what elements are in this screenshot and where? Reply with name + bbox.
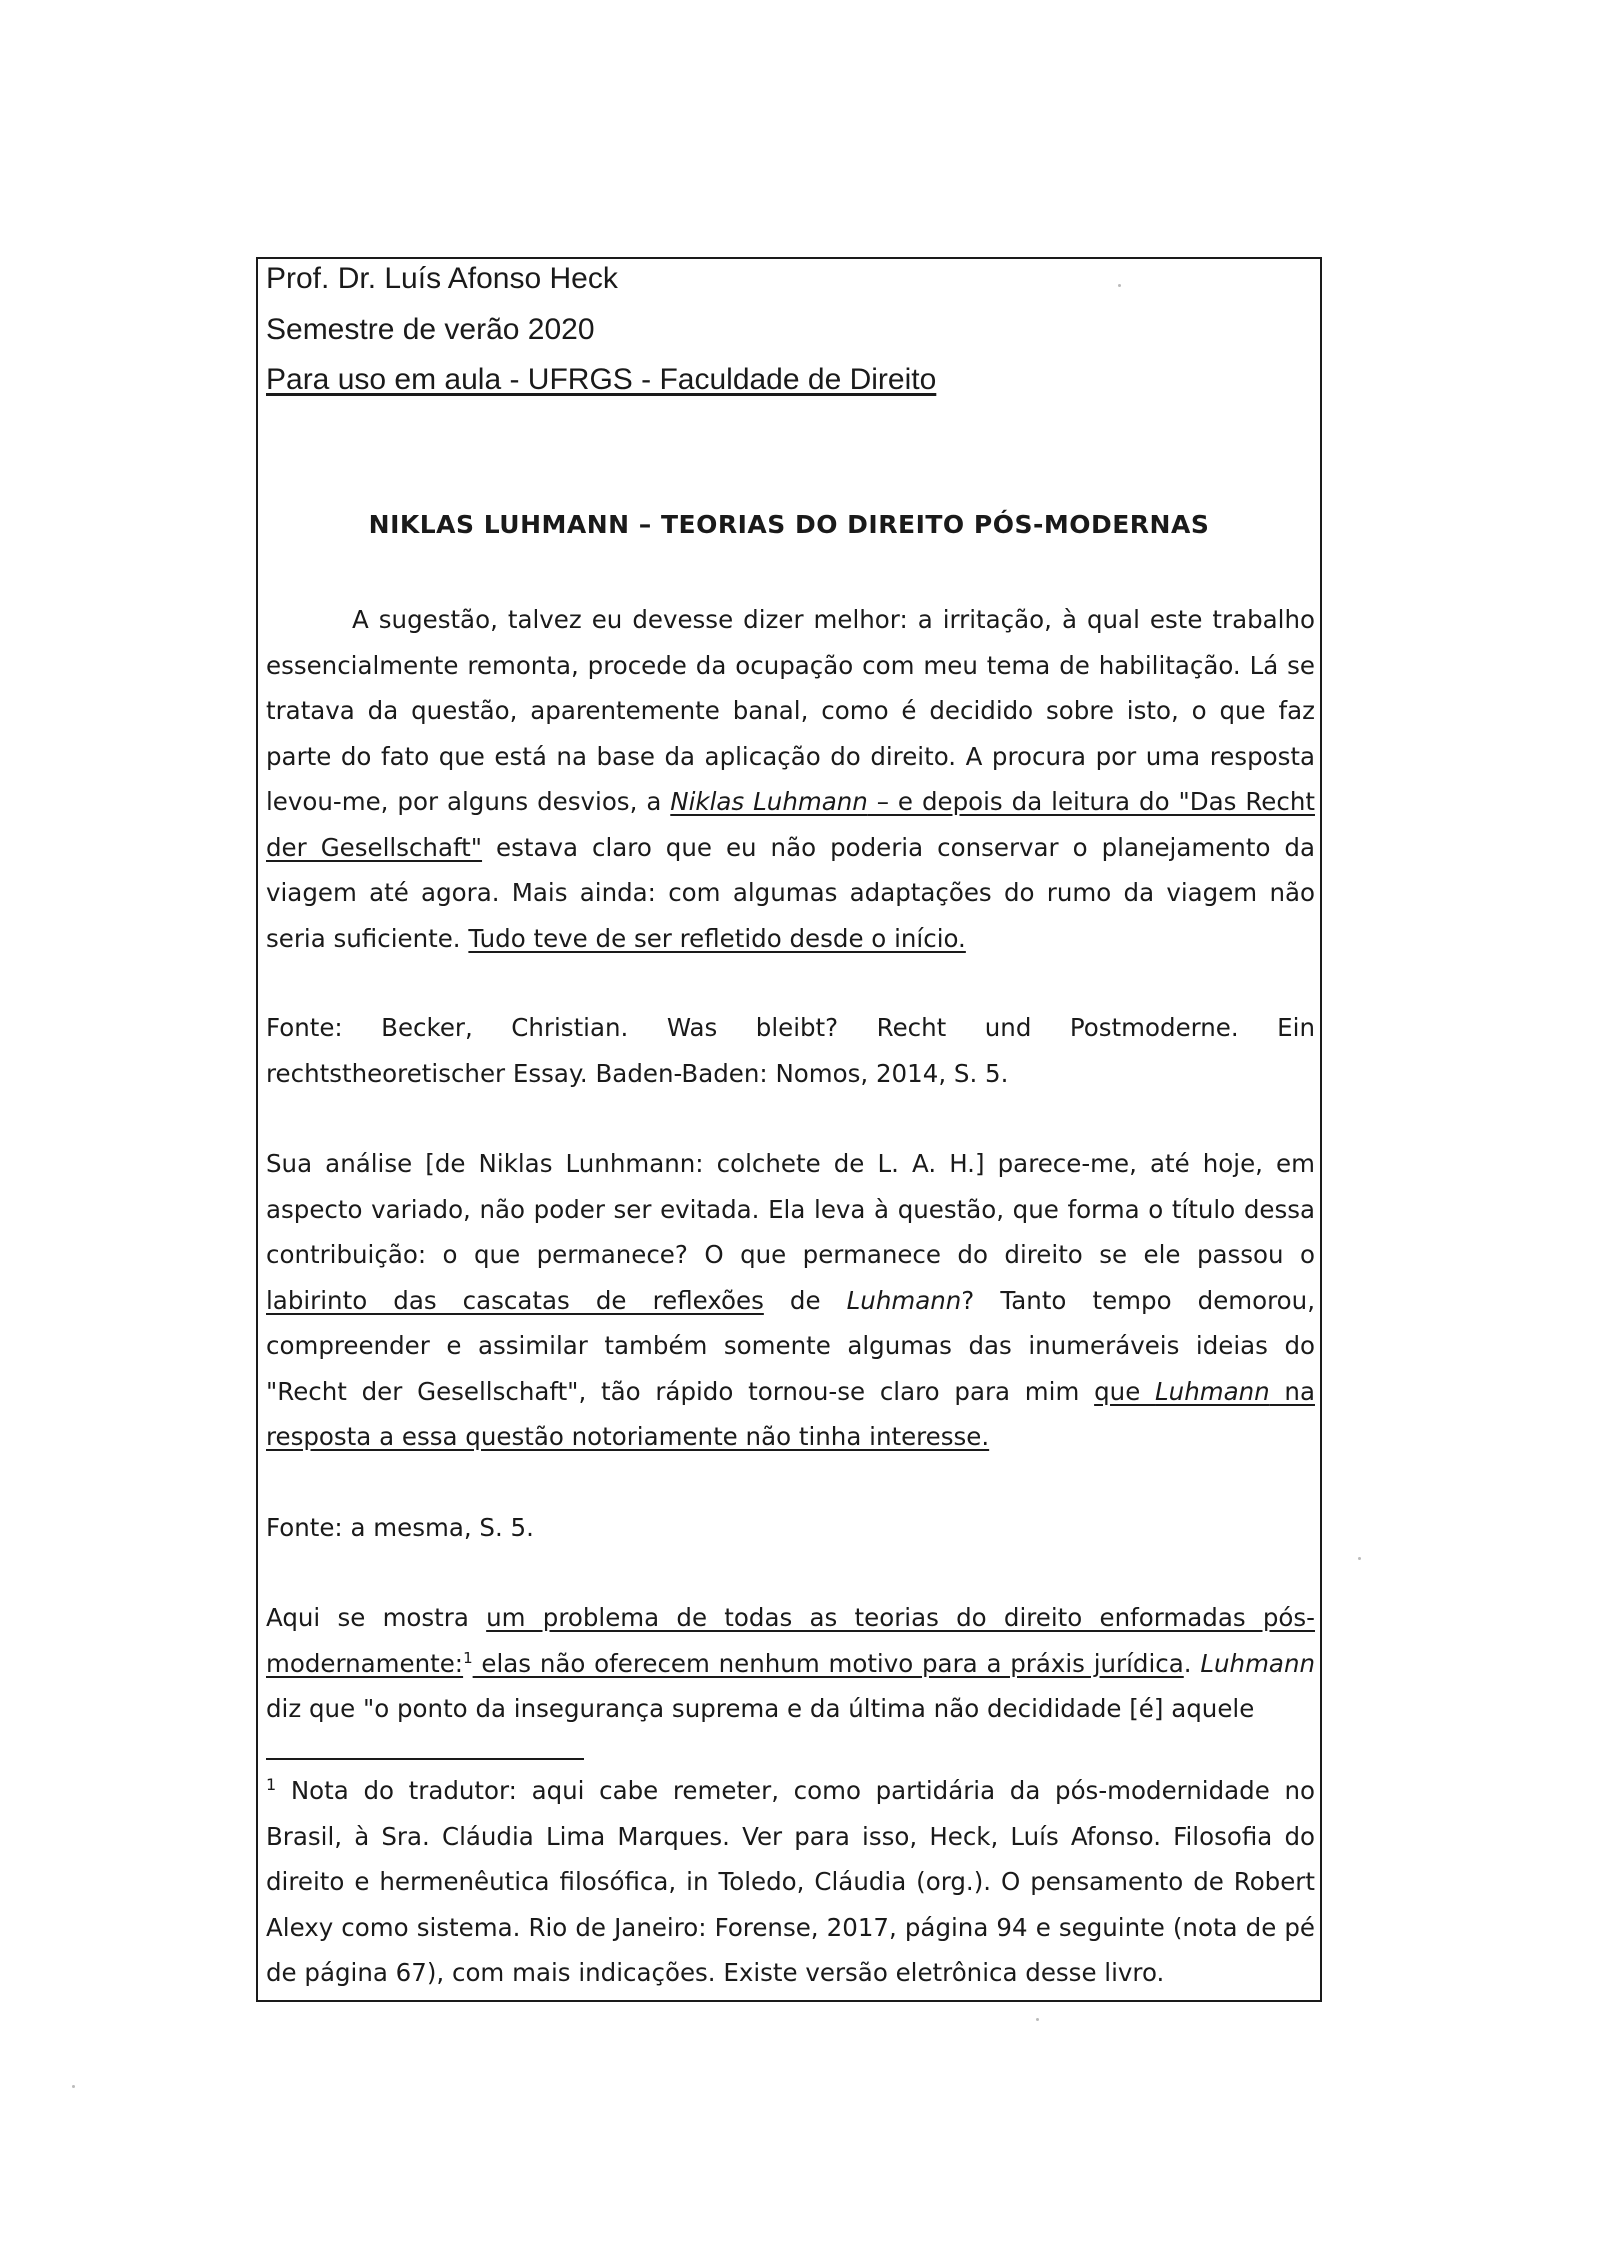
paragraph-1 [266, 597, 1315, 961]
p2-emphasis-labyrinth: labirinto das cascatas de reflexões [266, 1285, 764, 1315]
source-2: Fonte: a mesma, S. 5. [266, 1513, 534, 1542]
scan-speck [1358, 1557, 1361, 1560]
footnote-reference: 1 [463, 1648, 473, 1667]
p1-text-continued: estava claro que eu não poderia conservar o planejamento da viagem até agora. Mais ainda: com algumas adaptações do rumo da viagem não seria suficiente. [266, 832, 1315, 953]
semester-line: Semestre de verão 2020 [266, 313, 595, 346]
footnote-separator [266, 1758, 584, 1760]
p3-emphasis-praxis: elas não oferecem nenhum motivo para a práxis jurídica [472, 1648, 1184, 1678]
document-title: NIKLAS LUHMANN – TEORIAS DO DIREITO PÓS-MODERNAS [368, 510, 1210, 539]
p3-text-continued: diz que "o ponto da insegurança suprema e da última não decididade [é] aquele [266, 1694, 1255, 1723]
footnote-1 [266, 1768, 1315, 1996]
p1-text: A sugestão, talvez eu devesse dizer melhor: a irritação, à qual este trabalho essencialmente remonta, procede da ocupação com meu tema de habilitação. Lá se tratava da questão, aparentemente banal, como é decidido sobre isto, o que faz parte do fato que está na base da aplicação do direito. A procura por uma resposta levou-me, por alguns desvios, a [266, 605, 1315, 816]
course-line: Para uso em aula - UFRGS - Faculdade de Direito [266, 363, 937, 396]
source-1: Fonte: Becker, Christian. Was bleibt? Recht und Postmoderne. Ein rechtstheoretischer Essay. Baden-Baden: Nomos, 2014, S. 5. [266, 1013, 1315, 1088]
scan-speck [72, 2085, 75, 2088]
footnote-number: 1 [266, 1774, 277, 1794]
footnote-text: Nota do tradutor: aqui cabe remeter, como partidária da pós-modernidade no Brasil, à Sra. Cláudia Lima Marques. Ver para isso, Heck, Luís Afonso. Filosofia do direito e hermenêutica filosófica, in Toledo, Cláudia (org.). O pensamento de Robert Alexy como sistema. Rio de Janeiro: Forense, 2017, página 94 e seguinte (nota de pé de página 67), com mais indicações. Existe versão eletrônica desse livro. [266, 1776, 1315, 1987]
paragraph-3: Aqui se mostra um problema de todas as teorias do direito enformadas pós-modernamente:$^1$ elas não oferecem nenhum motivo para a práxis jurídica. Luhmann diz que "o ponto da insegurança suprema e da última não decididade [é] aquele [266, 1603, 1315, 1723]
p2-text: Sua análise [de Niklas Lunhmann: colchete de L. A. H.] parece-me, até hoje, em aspecto variado, não poder ser evitada. Ela leva à questão, que forma o título dessa contribuição: o que permanece? O que permanece do direito se ele passou o [266, 1149, 1315, 1269]
p2-text-continued: ? Tanto tempo demorou, compreender e assimilar também somente algumas das inumeráveis ideias do "Recht der Gesellschaft", tão rápido tornou-se claro para mim [266, 1285, 1315, 1406]
p3-author-name: Luhmann [1200, 1648, 1315, 1678]
p1-emphasis: Tudo teve de ser refletido desde o início. [468, 923, 966, 953]
p1-book-reference: – e depois da leitura do "Das Recht der Gesellschaft" [266, 787, 1315, 862]
p3-emphasis-problem: um problema de todas as teorias do direito enformadas pós-modernamente: [266, 1603, 1315, 1678]
author-line: Prof. Dr. Luís Afonso Heck [266, 262, 618, 295]
p2-emphasis-interest: na resposta a essa questão notoriamente não tinha interesse. [266, 1376, 1315, 1451]
p1-author-name: Niklas Luhmann [670, 787, 868, 816]
p3-text: Aqui se mostra [266, 1603, 487, 1632]
scan-speck [1118, 284, 1121, 287]
paragraph-2: Sua análise [de Niklas Lunhmann: colchete de L. A. H.] parece-me, até hoje, em aspecto variado, não poder ser evitada. Ela leva à questão, que forma o título dessa contribuição: o que permanece? O que permanece do direito se ele passou o labirinto das cascatas de reflexões de Luhmann? Tanto tempo demorou, compreender e assimilar também somente algumas das inumeráveis ideias do "Recht der Gesellschaft", tão rápido tornou-se claro para mim que Luhmann na resposta a essa questão notoriamente não tinha interesse. [266, 1149, 1315, 1451]
p2-author-name: Luhmann [846, 1285, 962, 1315]
p2-author-name-2: Luhmann [1155, 1376, 1270, 1406]
scan-speck [1036, 2018, 1039, 2021]
